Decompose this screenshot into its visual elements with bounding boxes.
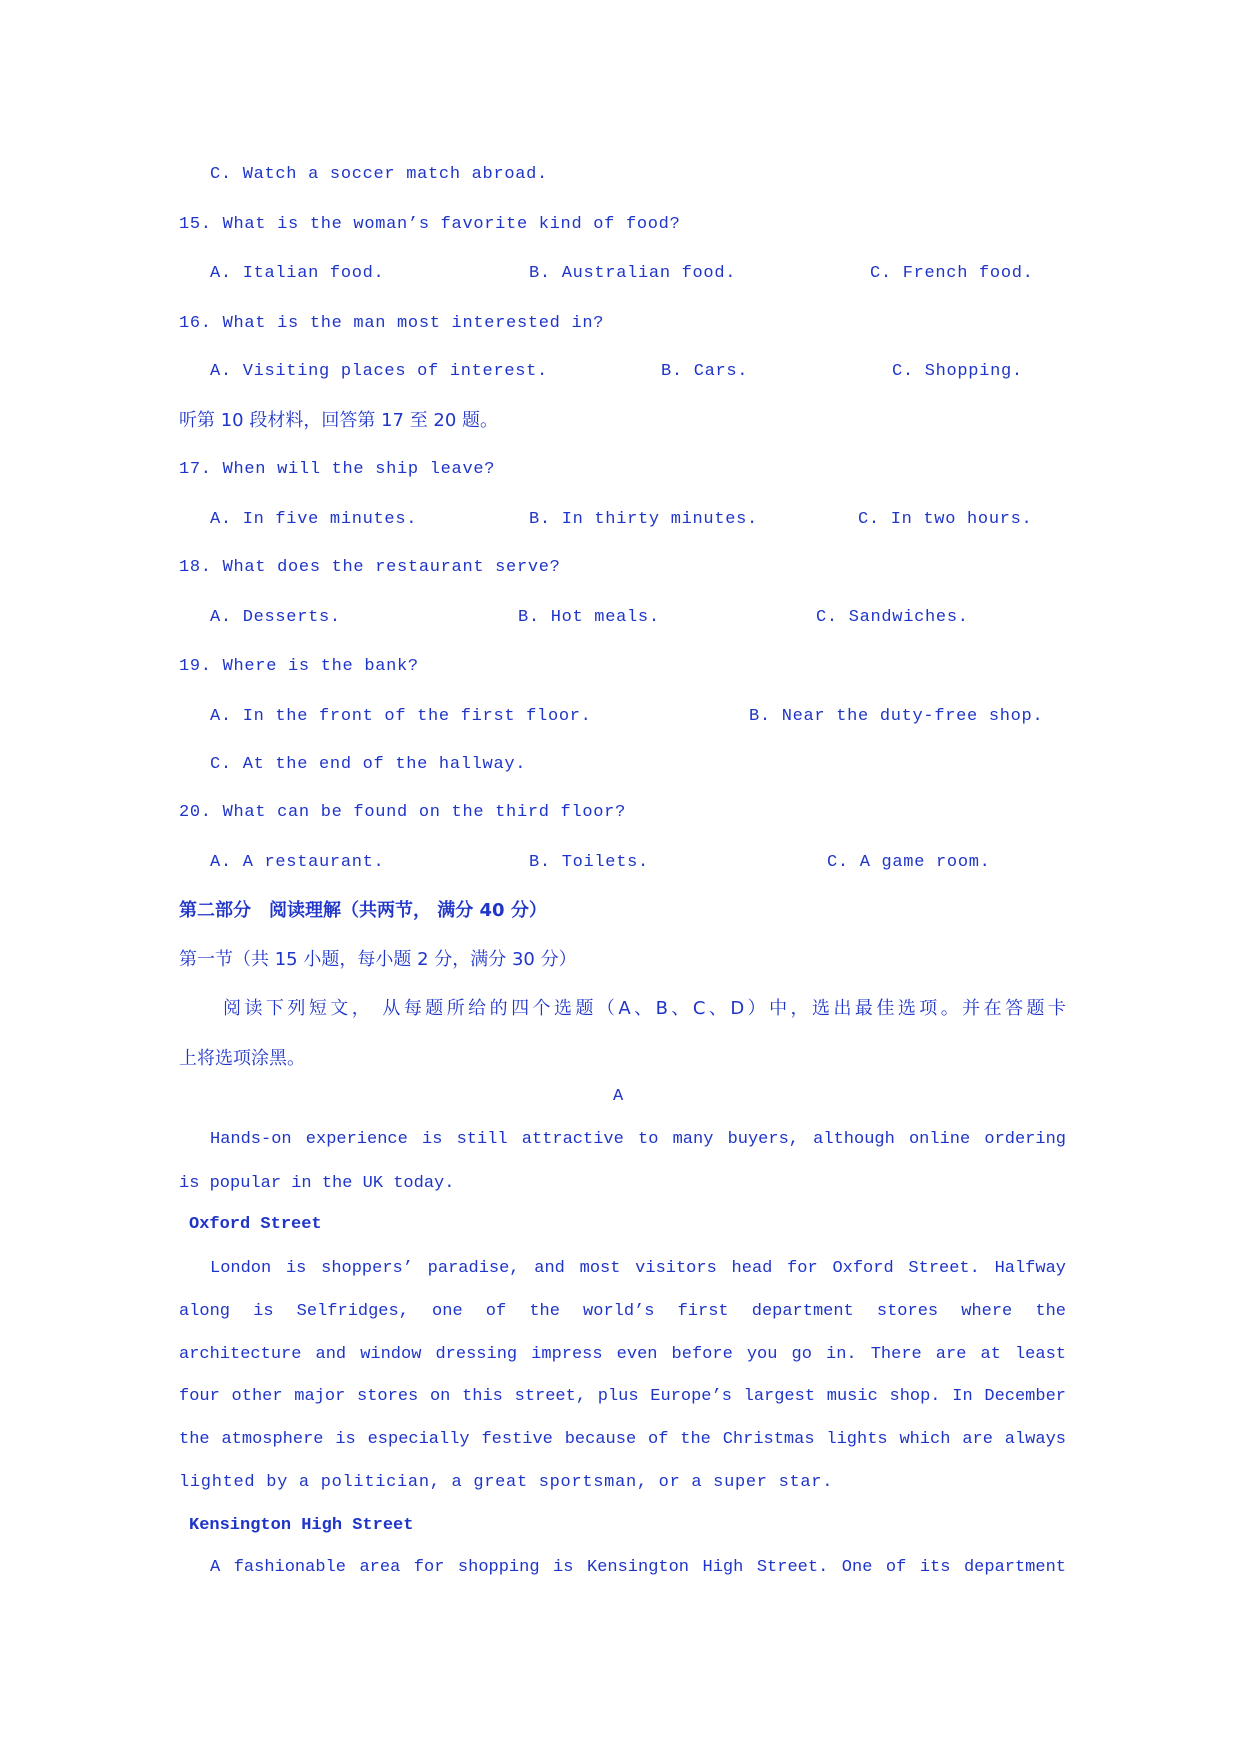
- q19-option-c: C. At the end of the hallway.: [210, 755, 527, 774]
- oxford-street-heading: Oxford Street: [189, 1215, 322, 1234]
- kensington-paragraph-line: A fashionable area for shopping is Kensington High Street. One of its department: [210, 1558, 1066, 1577]
- q16-option-c: C. Shopping.: [892, 362, 1023, 381]
- oxford-paragraph-line: architecture and window dressing impress even before you go in. There are at least: [179, 1345, 1066, 1364]
- q18-option-b: B. Hot meals.: [518, 608, 660, 627]
- passage-label: A: [613, 1087, 624, 1106]
- oxford-paragraph-line: London is shoppers’ paradise, and most visitors head for Oxford Street. Halfway: [210, 1259, 1066, 1278]
- oxford-paragraph-line: the atmosphere is especially festive because of the Christmas lights which are always: [179, 1430, 1066, 1449]
- q16-question: 16. What is the man most interested in?: [179, 314, 605, 333]
- q18-option-a: A. Desserts.: [210, 608, 341, 627]
- instructions-line-2: 上将选项涂黑。: [179, 1048, 305, 1069]
- q20-option-b: B. Toilets.: [529, 853, 649, 872]
- part2-heading: 第二部分 阅读理解（共两节， 满分 40 分）: [179, 900, 547, 921]
- instructions-line-1: 阅读下列短文， 从每题所给的四个选题（A、B、C、D）中，选出最佳选项。并在答题卡: [223, 998, 1066, 1019]
- q18-option-c: C. Sandwiches.: [816, 608, 969, 627]
- q19-question: 19. Where is the bank?: [179, 657, 419, 676]
- q17-option-a: A. In five minutes.: [210, 510, 418, 529]
- q15-option-a: A. Italian food.: [210, 264, 385, 283]
- q17-question: 17. When will the ship leave?: [179, 460, 496, 479]
- q16-option-b: B. Cars.: [661, 362, 749, 381]
- section1-heading: 第一节（共 15 小题，每小题 2 分，满分 30 分）: [179, 949, 577, 970]
- q19-option-a: A. In the front of the first floor.: [210, 707, 592, 726]
- kensington-heading: Kensington High Street: [189, 1516, 414, 1535]
- q17-option-c: C. In two hours.: [858, 510, 1033, 529]
- q15-option-b: B. Australian food.: [529, 264, 737, 283]
- passage-intro-line: is popular in the UK today.: [179, 1174, 455, 1193]
- q16-option-a: A. Visiting places of interest.: [210, 362, 548, 381]
- q18-question: 18. What does the restaurant serve?: [179, 558, 561, 577]
- q17-option-b: B. In thirty minutes.: [529, 510, 758, 529]
- passage-intro-line: Hands-on experience is still attractive to many buyers, although online ordering: [210, 1130, 1066, 1149]
- oxford-paragraph-line: along is Selfridges, one of the world’s first department stores where the: [179, 1302, 1066, 1321]
- q20-option-a: A. A restaurant.: [210, 853, 385, 872]
- q15-option-c: C. French food.: [870, 264, 1034, 283]
- q14-option-c: C. Watch a soccer match abroad.: [210, 165, 548, 184]
- oxford-paragraph-line: four other major stores on this street, plus Europe’s largest music shop. In December: [179, 1387, 1066, 1406]
- q20-option-c: C. A game room.: [827, 853, 991, 872]
- instruction-17-20: 听第 10 段材料，回答第 17 至 20 题。: [179, 410, 499, 431]
- q15-question: 15. What is the woman’s favorite kind of food?: [179, 215, 681, 234]
- q19-option-b: B. Near the duty-free shop.: [749, 707, 1044, 726]
- q20-question: 20. What can be found on the third floor?: [179, 803, 626, 822]
- oxford-paragraph-line: lighted by a politician, a great sportsman, or a super star.: [179, 1473, 834, 1492]
